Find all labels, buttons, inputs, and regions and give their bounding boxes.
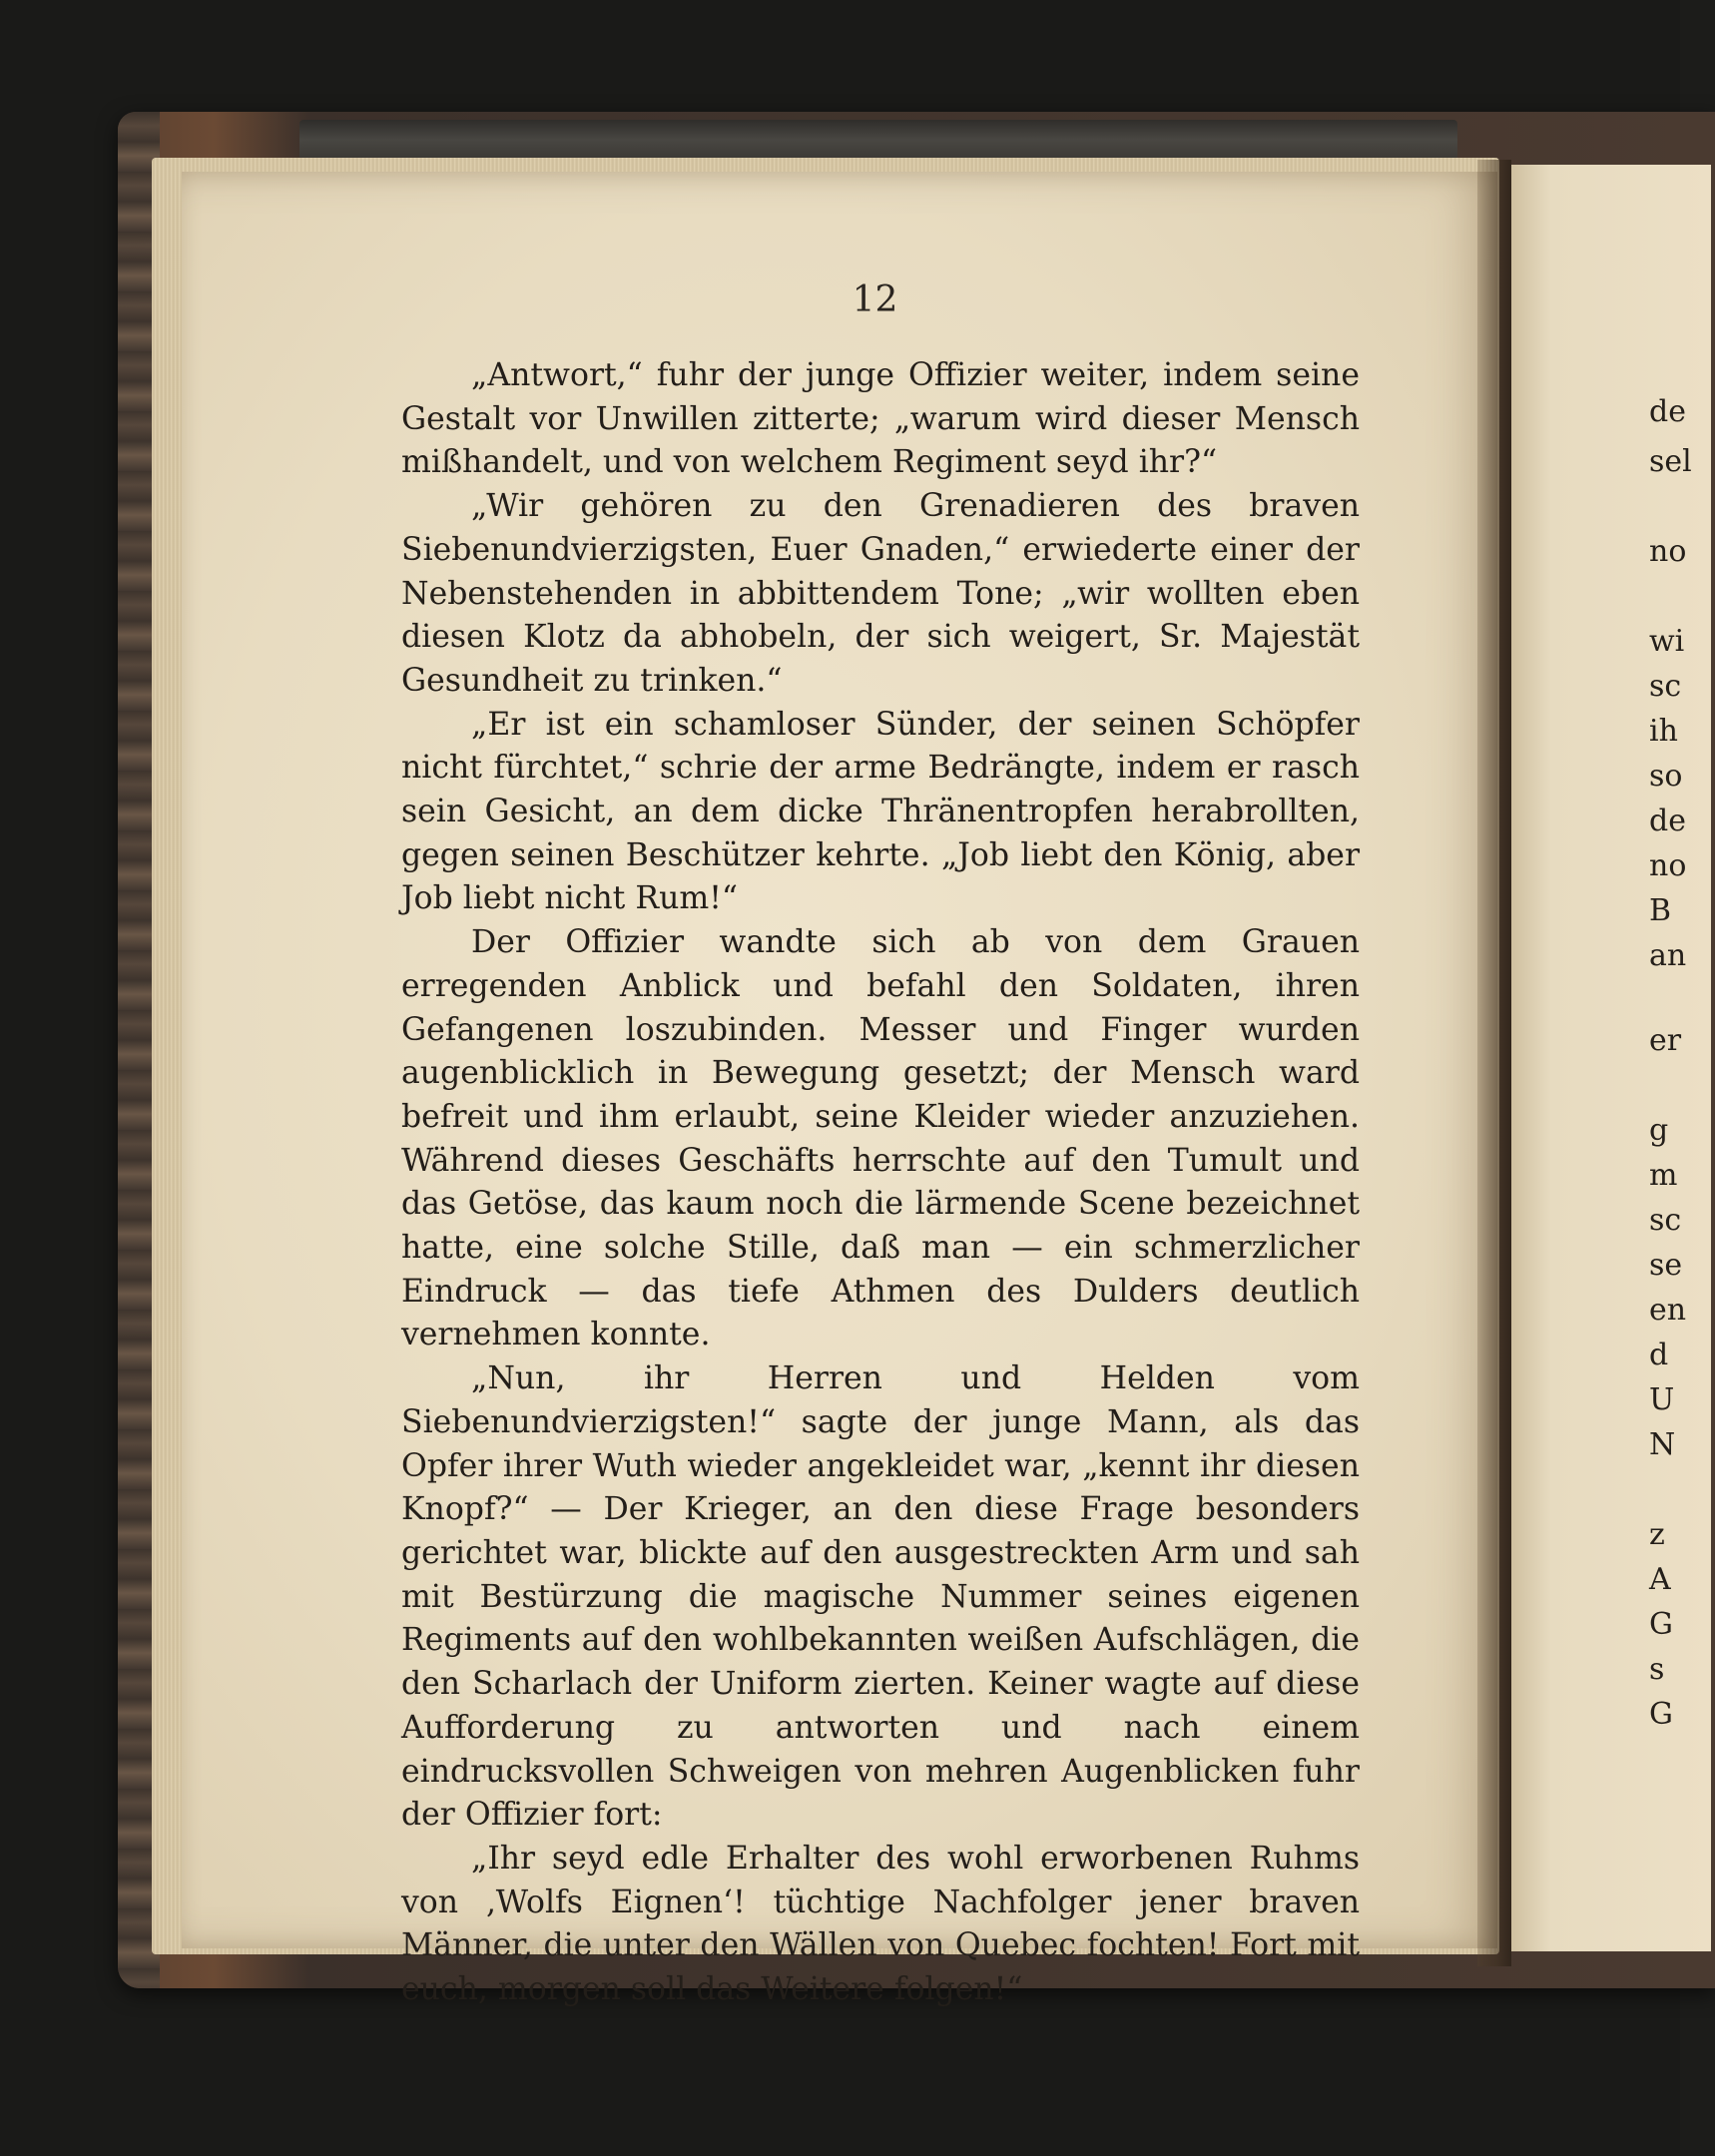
right-page-fragment: er [1649,1023,1682,1058]
page-number: 12 [852,279,898,320]
right-page-fragments [1647,394,1692,1742]
paragraph: „Er ist ein schamloser Sünder, der seinen Schöpfer nicht fürchtet,“ schrie der arme Bedrängte, indem er rasch sein Gesicht, an dem dicke Thränentropfen herabrollten, gegen seinen Beschützer kehrte. „Job liebt den König, aber Job liebt nicht Rum!“ [401,706,1360,917]
page-text [401,354,1360,2012]
paragraph: „Nun, ihr Herren und Helden vom Siebenundvierzigsten!“ sagte der junge Mann, als das Opfer ihrer Wuth wieder angekleidet war, „kennt ihr diesen Knopf?“ — Der Krieger, an den diese Frage besonders gerichtet war, blickte auf den ausgestreckten Arm und sah mit Bestürzung die magische Nummer seines eigenen Regiments auf den wohlbekannten weißen Aufschlägen, die den Scharlach der Uniform zierten. Keiner wagte auf diese Aufforderung zu antworten und nach einem eindrucksvollen Schweigen von mehren Augenblicken fuhr der Offizier fort: [401,1360,1360,1834]
right-page-fragment: an [1649,938,1687,973]
right-page-fragment: G [1649,1697,1673,1732]
right-page-fragment: so [1649,759,1683,794]
right-page-fragment: de [1649,394,1686,429]
right-page-fragment: U [1649,1382,1675,1417]
right-page-fragment: de [1649,804,1686,838]
paragraph: Der Offizier wandte sich ab von dem Grauen erregenden Anblick und befahl den Soldaten, ihren Gefangenen loszubinden. Messer und Finger wurden augenblicklich in Bewegung gesetzt; der Mensch ward befreit und ihm erlaubt, seine Kleider wieder anzuziehen. Während dieses Geschäfts herrschte auf den Tumult und das Getöse, das kaum noch die lärmende Scene bezeichnet hatte, eine solche Stille, daß man — ein schmerzlicher Eindruck — das tiefe Athmen des Dulders deutlich vernehmen konnte. [401,924,1360,1353]
right-page-fragment: sc [1649,669,1682,704]
paragraph: „Ihr seyd edle Erhalter des wohl erworbenen Ruhms von ‚Wolfs Eignen‘! tüchtige Nachfolger jener braven Männer, die unter den Wällen von Quebec fochten! Fort mit euch, morgen soll das Weitere folgen!“ [401,1840,1360,2008]
right-page-fragment: sc [1649,1203,1682,1238]
right-page-fragment: m [1649,1158,1678,1193]
book-gutter [1477,160,1511,1966]
right-page-fragment: g [1649,1113,1669,1148]
right-page-fragment: ih [1649,714,1678,749]
paragraph: „Wir gehören zu den Grenadieren des braven Siebenundvierzigsten, Euer Gnaden,“ erwiederte einer der Nebenstehenden in abbittendem Tone; „wir wollten eben diesen Klotz da abhobeln, der sich weigert, Sr. Majestät Gesundheit zu trinken.“ [401,488,1360,699]
right-page-fragment: se [1649,1248,1683,1283]
right-page-fragment: d [1649,1338,1669,1372]
book-top-edge [299,120,1457,160]
right-page-fragment: G [1649,1607,1673,1642]
right-page-fragment: z [1649,1517,1665,1552]
right-page-fragment: sel [1649,444,1692,479]
right-page-fragment: wi [1649,624,1685,659]
right-page-fragment: no [1649,534,1687,569]
right-page-fragment: s [1649,1652,1665,1687]
right-page-fragment: no [1649,848,1687,883]
right-page-fragment: A [1649,1562,1671,1597]
paragraph: „Antwort,“ fuhr der junge Offizier weiter, indem seine Gestalt vor Unwillen zitterte; „warum wird dieser Mensch mißhandelt, und von welchem Regiment seyd ihr?“ [401,357,1360,481]
right-page-fragment: en [1649,1293,1687,1328]
right-page-fragment: N [1649,1427,1676,1462]
right-page-fragment: B [1649,893,1672,928]
right-page [1511,165,1711,1951]
